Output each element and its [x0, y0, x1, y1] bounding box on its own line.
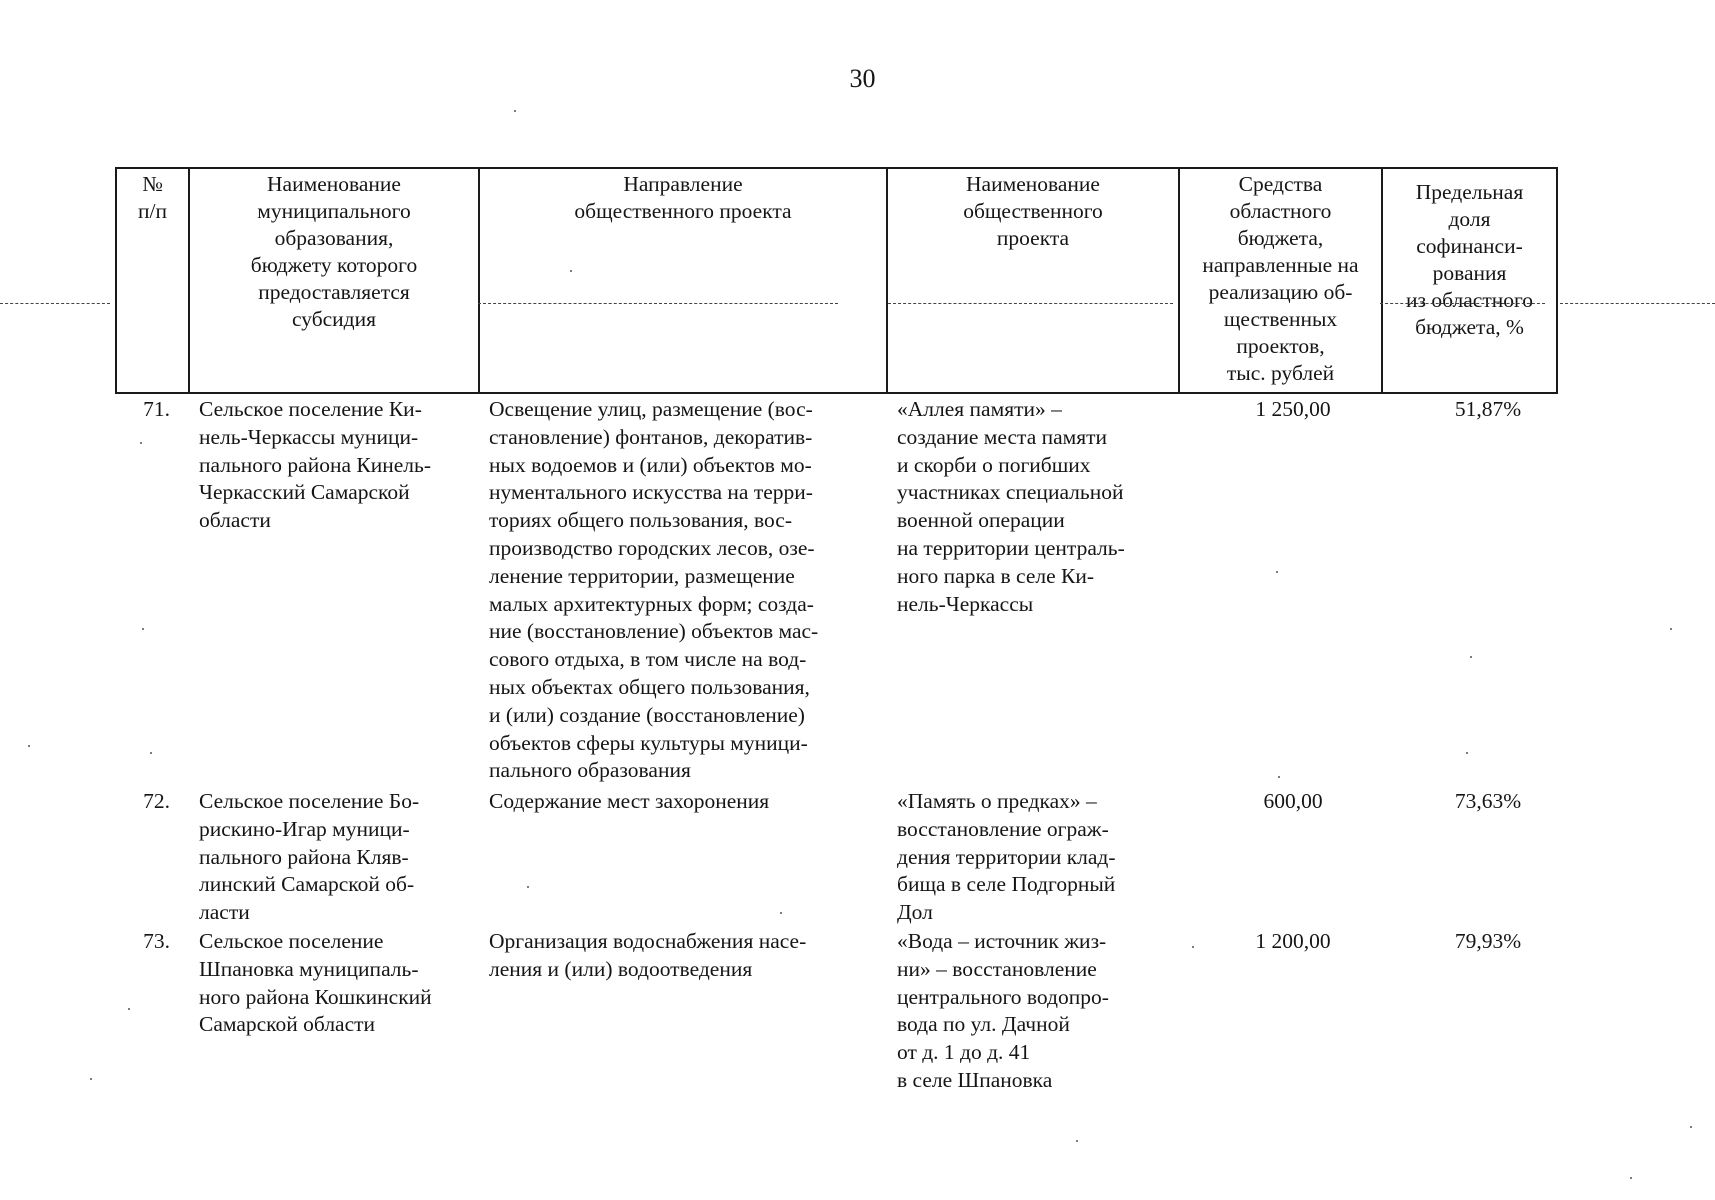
- row-number: 72.: [143, 789, 170, 813]
- scan-speck: [90, 1078, 92, 1080]
- scan-line: [888, 303, 1173, 304]
- scan-speck: [1470, 656, 1472, 658]
- row-number: 73.: [143, 929, 170, 953]
- municipality-cell: Сельское поселение Бо- рискино-Игар муници- пального района Кляв- линский Самарской об- ласти: [199, 789, 420, 925]
- direction-cell: Содержание мест захоронения: [489, 789, 770, 813]
- scan-speck: [1630, 1177, 1632, 1179]
- header-project-name: Наименование общественного проекта: [887, 168, 1179, 393]
- scan-speck: [514, 110, 516, 112]
- scan-speck: [150, 752, 152, 754]
- funds-cell: 1 250,00: [1255, 397, 1331, 421]
- scan-speck: [570, 270, 572, 272]
- scan-speck: [140, 442, 142, 444]
- direction-cell: Организация водоснабжения насе- ления и (или) водоотведения: [489, 929, 807, 981]
- share-cell: 79,93%: [1454, 929, 1522, 953]
- header-cofinancing-share: Предельная доля софинанси- рования из областного бюджета, %: [1382, 168, 1557, 393]
- project-cell: «Аллея памяти» – создание места памяти и скорби о погибших участниках специальной военной операции на территории централь- ного парка в селе Ки- нель-Черкассы: [897, 397, 1125, 616]
- header-number: № п/п: [116, 168, 189, 393]
- scan-line: [478, 303, 838, 304]
- scan-speck: [1276, 571, 1278, 573]
- funds-cell: 1 200,00: [1255, 929, 1331, 953]
- project-cell: «Вода – источник жиз- ни» – восстановление центрального водопро- вода по ул. Дачной от д. 1 до д. 41 в селе Шпановка: [897, 929, 1109, 1092]
- scan-speck: [1670, 628, 1672, 630]
- scan-speck: [128, 1008, 130, 1010]
- row-number: 71.: [143, 397, 170, 421]
- funds-cell: 600,00: [1263, 789, 1323, 813]
- municipality-cell: Сельское поселение Ки- нель-Черкассы муници- пального района Кинель- Черкасский Самарской области: [199, 397, 431, 533]
- scan-speck: [780, 912, 782, 914]
- scan-speck: [1466, 752, 1468, 754]
- project-cell: «Память о предках» – восстановление ограж- дения территории клад- бища в селе Подгорный Дол: [897, 789, 1116, 925]
- page-number: 30: [849, 64, 876, 93]
- share-cell: 73,63%: [1454, 789, 1522, 813]
- scan-speck: [1278, 776, 1280, 778]
- scan-line: [1560, 303, 1715, 304]
- scan-speck: [1690, 1126, 1692, 1128]
- header-municipality: Наименование муниципального образования, бюджету которого предоставляется субсидия: [189, 168, 479, 393]
- scan-line: [1380, 303, 1545, 304]
- scan-speck: [1192, 946, 1194, 948]
- share-cell: 51,87%: [1454, 397, 1522, 421]
- table-header: [115, 167, 1558, 394]
- scan-speck: [28, 745, 30, 747]
- municipality-cell: Сельское поселение Шпановка муниципаль- ного района Кошкинский Самарской области: [199, 929, 432, 1037]
- header-regional-funds: Средства областного бюджета, направленные на реализацию об- щественных проектов, тыс. рублей: [1179, 168, 1382, 393]
- scan-line: [0, 303, 110, 304]
- scan-speck: [527, 886, 529, 888]
- scan-speck: [1076, 1140, 1078, 1142]
- scan-speck: [142, 628, 144, 630]
- direction-cell: Освещение улиц, размещение (вос- становление) фонтанов, декоратив- ных водоемов и (или) объектов мо- нументального искусства на терри- ториях общего пользования, вос- производство городских лесов, озе- ленение территории, размещение малых архитектурных форм; созда- ние (восстановление) объектов мас- сового отдыха, в том числе на вод- ных объектах общего пользования, и (или) создание (восстановление) объектов сферы культуры муници- пального образования: [489, 397, 819, 783]
- header-direction: Направление общественного проекта: [479, 168, 887, 393]
